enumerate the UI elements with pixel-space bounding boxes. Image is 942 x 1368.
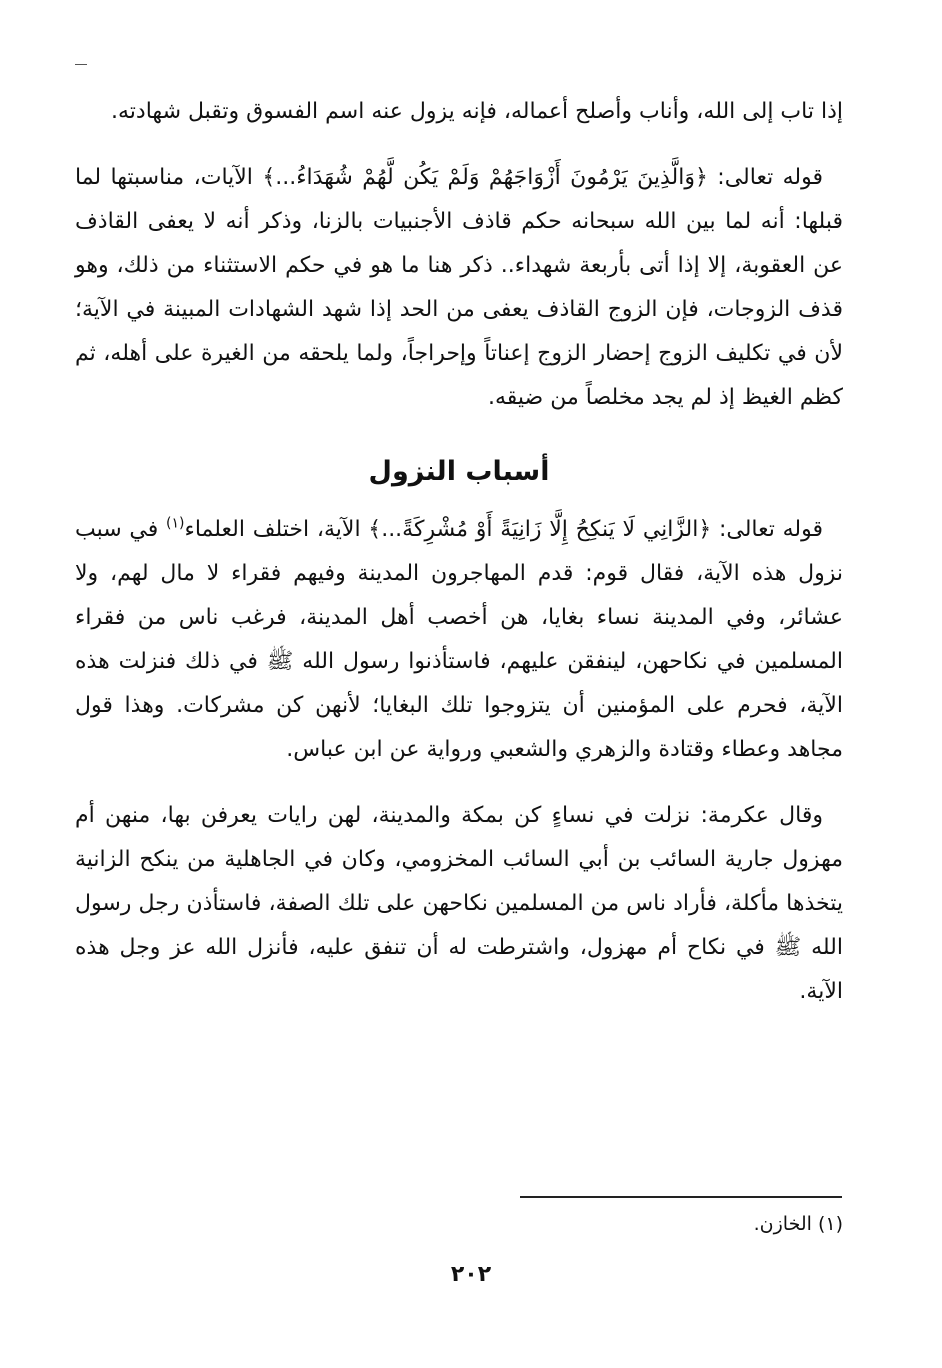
footnote-reference[interactable]: (١) (166, 515, 185, 532)
paragraph-revelation-cause-rest: في سبب نزول هذه الآية، فقال قوم: قدم المهاجرون المدينة وفيهم فقراء لا مال لهم، ولا عشائر، وفي المدينة نساء بغايا، هن أخصب أهل المدينة، فرغب ناس من فقراء المسلمين في نكاحهن، لينفقن عليهم، فاستأذنوا رسول الله ﷺ في ذلك فنزلت هذه الآية، فحرم على المؤمنين أن يتزوجوا تلك البغايا؛ لأنهن كن مشركات. وهذا قول مجاهد وعطاء وقتادة والزهري والشعبي ورواية عن ابن عباس. (75, 517, 843, 762)
corner-mark (75, 64, 87, 65)
footnote-divider (520, 1196, 842, 1198)
section-heading: أسباب النزول (368, 456, 550, 487)
paragraph-gap (75, 772, 843, 794)
page-body (75, 90, 843, 1014)
paragraph-lian-verse: قوله تعالى: ﴿وَالَّذِينَ يَرْمُونَ أَزْوَاجَهُمْ وَلَمْ يَكُن لَّهُمْ شُهَدَاءُ...﴾ الآيات، مناسبتها لما قبلها: أنه لما بين الله سبحانه حكم قاذف الأجنبيات بالزنا، وذكر أنه لا يعفى القاذف عن العقوبة، إلا إذا أتى بأربعة شهداء.. ذكر هنا ما هو في حكم الاستثناء من ذلك، وهو قذف الزوجات، فإن الزوج القاذف يعفى من الحد إذا شهد الشهادات المبينة في الآية؛ لأن في تكليف الزوج إحضار الزوج إعناتاً وإحراجاً، ولما يلحقه من الغيرة على أهله، ثم كظم الغيظ إذ لم يجد مخلصاً من ضيقه. (75, 165, 843, 410)
paragraph-revelation-cause-start: قوله تعالى: ﴿الزَّانِي لَا يَنكِحُ إِلَّا زَانِيَةً أَوْ مُشْرِكَةً...﴾ الآية، اختلف العلماء (184, 517, 824, 542)
paragraph-ikrimah: وقال عكرمة: نزلت في نساءٍ كن بمكة والمدينة، لهن رايات يعرفن بها، منهن أم مهزول جارية السائب بن أبي السائب المخزومي، وكان في الجاهلية من ينكح الزانية يتخذها مأكلة، فأراد ناس من المسلمين نكاحهن على تلك الصفة، فاستأذن رجل رسول الله ﷺ في نكاح أم مهزول، واشترطت له أن تنفق عليه، فأنزل الله عز وجل هذه الآية. (75, 803, 843, 1004)
paragraph-gap (75, 134, 843, 156)
paragraph-repentance: إذا تاب إلى الله، وأناب وأصلح أعماله، فإنه يزول عنه اسم الفسوق وتقبل شهادته. (111, 99, 843, 124)
footnote: (١) الخازن. (753, 1213, 843, 1235)
paragraph-revelation-cause (75, 508, 843, 772)
page-number: ٢٠٢ (450, 1262, 492, 1287)
